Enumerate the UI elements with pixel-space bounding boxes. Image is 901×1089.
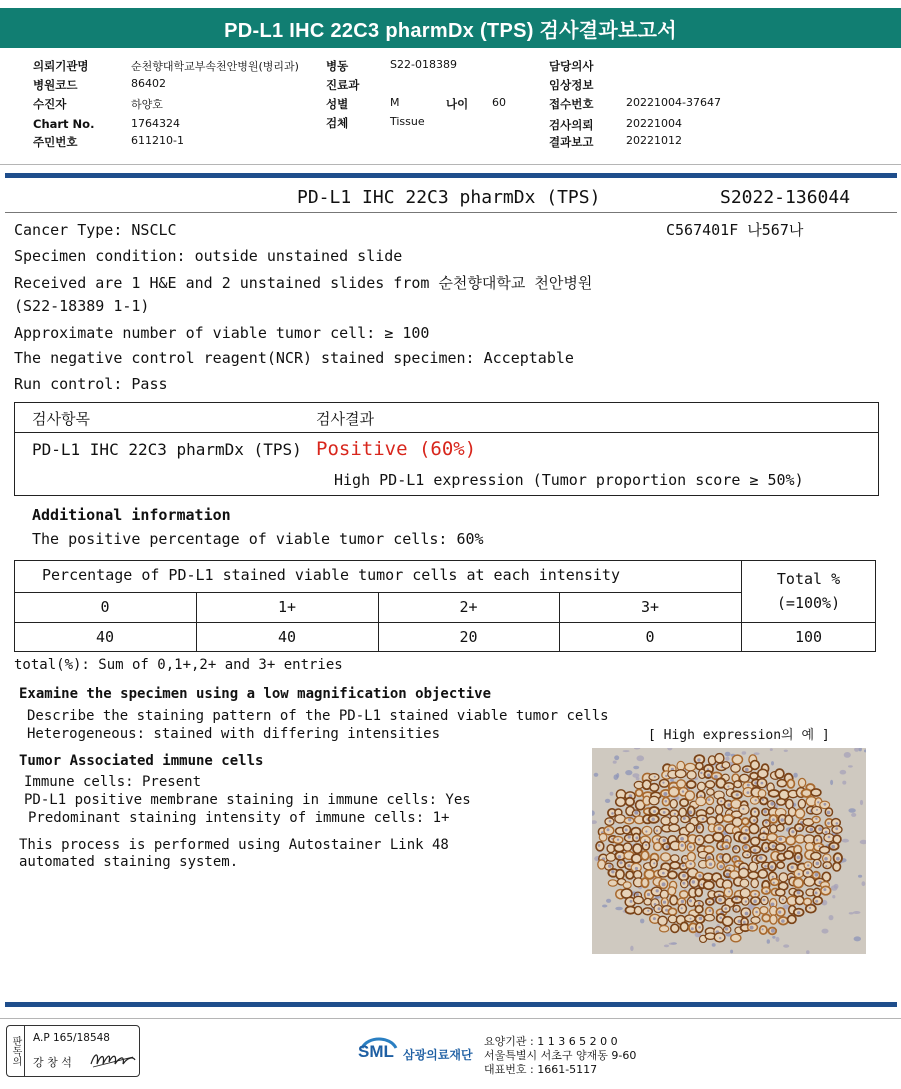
report-id: S2022-136044 (720, 187, 851, 208)
header-divider (0, 164, 901, 165)
pathologist-stamp (6, 1025, 140, 1077)
header-label: 병동 (326, 59, 349, 73)
total-label: Total % (776, 570, 841, 588)
header-value: S22-018389 (390, 58, 457, 71)
immune-line: Immune cells: Present (24, 774, 202, 790)
header-label: 병원코드 (33, 78, 78, 92)
header-label: 의뢰기관명 (33, 59, 89, 73)
header-label: 검체 (326, 116, 349, 130)
header-label: Chart No. (33, 117, 95, 131)
examine-heading: Examine the specimen using a low magnification objective (19, 686, 492, 702)
header-label: 임상정보 (549, 78, 594, 92)
header-value: 순천향대학교부속천안병원(병리과) (131, 60, 299, 73)
footer-divider (0, 1018, 901, 1019)
total-note: total(%): Sum of 0,1+,2+ and 3+ entries (14, 657, 343, 673)
pathologist-name: 강 창 석 (33, 1056, 72, 1069)
result-interpretation: High PD-L1 expression (Tumor proportion score ≥ 50%) (334, 471, 804, 489)
org-name: 삼광의료재단 (403, 1048, 473, 1062)
total-value: 100 (794, 628, 823, 646)
total-sub-label: (=100%) (776, 594, 841, 612)
report-title: PD-L1 IHC 22C3 pharmDx (TPS) 검사결과보고서 (224, 19, 677, 42)
examine-line: Heterogeneous: stained with differing intensities (27, 726, 441, 742)
examine-line: Describe the staining pattern of the PD-L1 stained viable tumor cells (27, 708, 609, 724)
intensity-value: 40 (277, 628, 297, 646)
report-test-name: PD-L1 IHC 22C3 pharmDx (TPS) (297, 187, 601, 208)
intensity-value: 0 (645, 628, 655, 646)
header-label: 성별 (326, 97, 349, 111)
header-label: 진료과 (326, 78, 360, 92)
cancer-type: Cancer Type: NSCLC (14, 221, 177, 239)
header-label: 나이 (446, 97, 469, 111)
specimen-condition: Specimen condition: outside unstained slide (14, 247, 403, 265)
run-control: Run control: Pass (14, 375, 168, 393)
ap-number: A.P 165/18548 (33, 1032, 110, 1044)
slide-id: (S22-18389 1-1) (14, 297, 150, 315)
intensity-header: 3+ (640, 598, 660, 616)
intensity-value: 40 (95, 628, 115, 646)
viable-cell-count: Approximate number of viable tumor cell: ≥ 100 (14, 324, 430, 342)
negative-control: The negative control reagent(NCR) stained specimen: Acceptable (14, 349, 574, 367)
header-label: 수진자 (33, 97, 67, 111)
header-value: 611210-1 (131, 134, 184, 147)
intensity-header: 1+ (277, 598, 297, 616)
image-caption: [ High expression의 예 ] (648, 728, 830, 743)
header-label: 접수번호 (549, 97, 594, 111)
intensity-row-line (14, 622, 876, 623)
header-value: 20221004-37647 (626, 96, 721, 109)
immune-line: Predominant staining intensity of immune cells: 1+ (28, 810, 450, 826)
header-label: 검사의뢰 (549, 118, 594, 132)
intensity-value: 20 (459, 628, 478, 646)
org-phone: 대표번호 : 1661-5117 (484, 1063, 598, 1076)
header-value: 20221004 (626, 117, 682, 130)
header-value: Tissue (390, 115, 425, 128)
org-address: 서울특별시 서초구 양재동 9-60 (484, 1049, 637, 1062)
sml-logo (358, 1034, 400, 1068)
intensity-header: 0 (100, 598, 110, 616)
header-label: 담당의사 (549, 59, 594, 73)
intensity-title: Percentage of PD-L1 stained viable tumor cells at each intensity (42, 566, 620, 584)
intensity-header: 2+ (459, 598, 478, 616)
ihc-micrograph-svg (592, 748, 866, 954)
report-title-banner (0, 8, 901, 48)
process-line: automated staining system. (19, 854, 239, 870)
ihc-micrograph-image (592, 748, 866, 954)
header-value: 60 (492, 96, 506, 109)
header-value: 하양호 (131, 98, 163, 111)
stamp-label: 판독의 (7, 1026, 25, 1076)
signature-image (89, 1048, 137, 1070)
header-label: 주민번호 (33, 135, 78, 149)
header-value: M (390, 96, 400, 109)
received-slides: Received are 1 H&E and 2 unstained slides from 순천향대학교 천안병원 (14, 274, 593, 292)
process-line: This process is performed using Autostainer Link 48 (19, 837, 449, 853)
header-value: 86402 (131, 77, 166, 90)
report-codes: C567401F 나567나 (666, 221, 804, 239)
report-top-rule (5, 173, 897, 178)
additional-heading: Additional information (32, 506, 231, 524)
header-value: 20221012 (626, 134, 682, 147)
result-positive: Positive (60%) (316, 438, 477, 460)
result-col-result: 검사결과 (316, 410, 374, 428)
immune-heading: Tumor Associated immune cells (19, 753, 264, 769)
report-bottom-rule (5, 1002, 897, 1007)
header-label: 결과보고 (549, 135, 594, 149)
header-value: 1764324 (131, 117, 180, 130)
institution-code: 요양기관 : 1 1 3 6 5 2 0 0 (484, 1035, 618, 1048)
immune-line: PD-L1 positive membrane staining in immune cells: Yes (24, 792, 471, 808)
result-col-item: 검사항목 (32, 410, 90, 428)
report-title-underline (5, 212, 897, 213)
additional-text: The positive percentage of viable tumor cells: 60% (32, 530, 484, 548)
result-item-name: PD-L1 IHC 22C3 pharmDx (TPS) (32, 440, 302, 459)
logo-text: SML (358, 1042, 394, 1061)
result-table-divider (14, 432, 879, 433)
